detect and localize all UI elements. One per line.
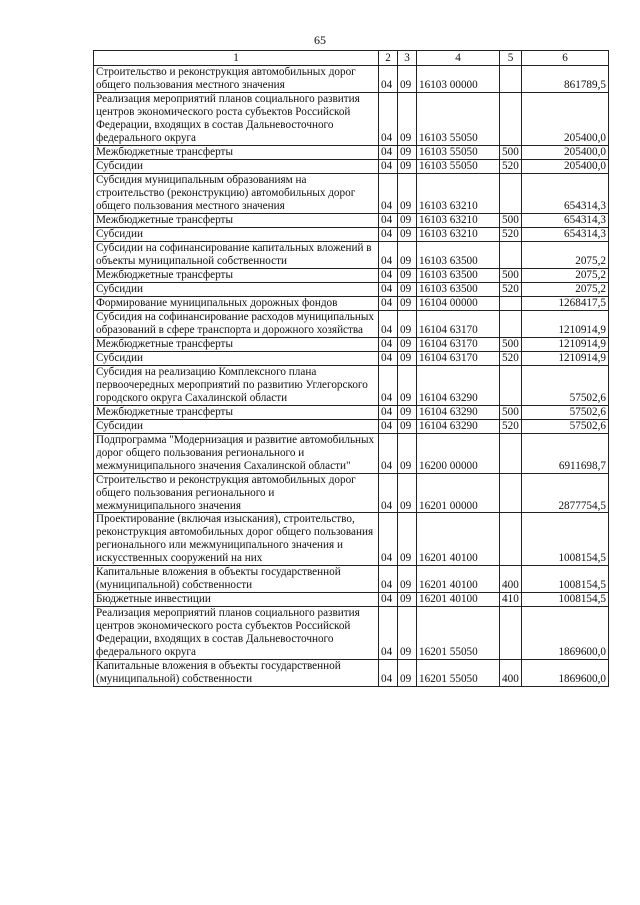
row-name-cell: Межбюджетные трансферты [94,213,379,227]
row-subsection-cell: 09 [398,145,417,159]
row-name-cell: Субсидия на реализацию Комплексного плана первоочередных мероприятий по развитию Углегорского городского округа Сахалинской области [94,365,379,405]
table-row [94,173,609,213]
row-amount-cell: 57502,6 [522,365,609,405]
row-expense-type-cell [500,241,522,268]
table-row [94,433,609,473]
row-subsection-cell: 09 [398,566,417,593]
header-col-2: 2 [379,51,398,66]
row-target-article-cell: 16103 63500 [417,241,500,268]
table-row [94,92,609,145]
row-section-cell: 04 [379,419,398,433]
row-expense-type-cell [500,310,522,337]
row-subsection-cell: 09 [398,593,417,607]
row-name-cell: Межбюджетные трансферты [94,405,379,419]
row-name-cell: Субсидия муниципальным образованиям на строительство (реконструкцию) автомобильных дорог общего пользования местного значения [94,173,379,213]
header-col-1: 1 [94,51,379,66]
row-target-article-cell: 16201 40100 [417,513,500,566]
table-row [94,66,609,93]
header-col-6: 6 [522,51,609,66]
row-expense-type-cell: 500 [500,268,522,282]
table-row [94,351,609,365]
row-target-article-cell: 16104 00000 [417,296,500,310]
row-amount-cell: 654314,3 [522,227,609,241]
row-amount-cell: 205400,0 [522,159,609,173]
row-target-article-cell: 16104 63170 [417,337,500,351]
table-row [94,405,609,419]
row-subsection-cell: 09 [398,241,417,268]
row-subsection-cell: 09 [398,660,417,687]
row-amount-cell: 57502,6 [522,419,609,433]
row-expense-type-cell: 500 [500,405,522,419]
row-name-cell: Субсидии на софинансирование капитальных вложений в объекты муниципальной собственности [94,241,379,268]
row-target-article-cell: 16103 55050 [417,92,500,145]
row-name-cell: Формирование муниципальных дорожных фондов [94,296,379,310]
row-target-article-cell: 16200 00000 [417,433,500,473]
row-expense-type-cell: 500 [500,337,522,351]
row-target-article-cell: 16104 63170 [417,310,500,337]
row-expense-type-cell: 520 [500,419,522,433]
row-section-cell: 04 [379,66,398,93]
row-subsection-cell: 09 [398,66,417,93]
row-expense-type-cell [500,173,522,213]
row-name-cell: Субсидии [94,351,379,365]
row-subsection-cell: 09 [398,419,417,433]
row-amount-cell: 6911698,7 [522,433,609,473]
row-target-article-cell: 16103 63500 [417,268,500,282]
row-target-article-cell: 16103 63210 [417,227,500,241]
row-target-article-cell: 16201 00000 [417,473,500,513]
row-expense-type-cell [500,433,522,473]
row-section-cell: 04 [379,268,398,282]
row-target-article-cell: 16201 40100 [417,566,500,593]
row-name-cell: Строительство и реконструкция автомобильных дорог общего пользования регионального и межмуниципального значения [94,473,379,513]
table-row [94,241,609,268]
header-col-5: 5 [500,51,522,66]
table-row [94,227,609,241]
row-expense-type-cell: 400 [500,566,522,593]
row-amount-cell: 2075,2 [522,268,609,282]
row-expense-type-cell: 500 [500,145,522,159]
row-section-cell: 04 [379,337,398,351]
row-section-cell: 04 [379,593,398,607]
row-expense-type-cell: 520 [500,351,522,365]
row-section-cell: 04 [379,213,398,227]
row-section-cell: 04 [379,365,398,405]
header-row [94,51,609,66]
row-name-cell: Капитальные вложения в объекты государственной (муниципальной) собственности [94,660,379,687]
table-row [94,660,609,687]
row-name-cell: Субсидии [94,282,379,296]
table-row [94,473,609,513]
row-amount-cell: 1869600,0 [522,607,609,660]
table-row [94,513,609,566]
row-section-cell: 04 [379,145,398,159]
row-name-cell: Реализация мероприятий планов социального развития центров экономического роста субъектов Российской Федерации, входящих в состав Дальневосточного федерального округа [94,607,379,660]
row-target-article-cell: 16104 63170 [417,351,500,365]
row-section-cell: 04 [379,282,398,296]
row-subsection-cell: 09 [398,213,417,227]
row-amount-cell: 1008154,5 [522,566,609,593]
header-col-3: 3 [398,51,417,66]
row-amount-cell: 2877754,5 [522,473,609,513]
row-section-cell: 04 [379,566,398,593]
row-subsection-cell: 09 [398,282,417,296]
row-expense-type-cell [500,296,522,310]
row-expense-type-cell [500,66,522,93]
row-amount-cell: 1869600,0 [522,660,609,687]
row-expense-type-cell: 500 [500,213,522,227]
row-expense-type-cell [500,92,522,145]
row-name-cell: Реализация мероприятий планов социального развития центров экономического роста субъектов Российской Федерации, входящих в состав Дальневосточного федерального округа [94,92,379,145]
row-name-cell: Подпрограмма "Модернизация и развитие автомобильных дорог общего пользования регионального и межмуниципального значения Сахалинской области" [94,433,379,473]
row-section-cell: 04 [379,607,398,660]
row-subsection-cell: 09 [398,365,417,405]
row-section-cell: 04 [379,173,398,213]
row-subsection-cell: 09 [398,473,417,513]
row-expense-type-cell [500,473,522,513]
row-section-cell: 04 [379,159,398,173]
row-section-cell: 04 [379,296,398,310]
table-row [94,593,609,607]
row-target-article-cell: 16201 40100 [417,593,500,607]
row-target-article-cell: 16104 63290 [417,365,500,405]
row-expense-type-cell: 400 [500,660,522,687]
row-subsection-cell: 09 [398,296,417,310]
row-amount-cell: 1210914,9 [522,310,609,337]
row-name-cell: Межбюджетные трансферты [94,337,379,351]
row-subsection-cell: 09 [398,92,417,145]
budget-table [93,50,609,687]
table-row [94,607,609,660]
row-amount-cell: 57502,6 [522,405,609,419]
row-section-cell: 04 [379,433,398,473]
row-section-cell: 04 [379,227,398,241]
row-subsection-cell: 09 [398,268,417,282]
row-amount-cell: 654314,3 [522,173,609,213]
row-amount-cell: 654314,3 [522,213,609,227]
table-row [94,268,609,282]
row-target-article-cell: 16201 55050 [417,607,500,660]
table-row [94,145,609,159]
row-name-cell: Бюджетные инвестиции [94,593,379,607]
row-amount-cell: 1008154,5 [522,593,609,607]
row-target-article-cell: 16103 63500 [417,282,500,296]
row-name-cell: Капитальные вложения в объекты государственной (муниципальной) собственности [94,566,379,593]
table-row [94,310,609,337]
row-subsection-cell: 09 [398,607,417,660]
table-row [94,365,609,405]
header-col-4: 4 [417,51,500,66]
row-name-cell: Субсидии [94,159,379,173]
row-target-article-cell: 16201 55050 [417,660,500,687]
row-expense-type-cell: 410 [500,593,522,607]
row-name-cell: Межбюджетные трансферты [94,145,379,159]
row-subsection-cell: 09 [398,513,417,566]
row-section-cell: 04 [379,473,398,513]
row-section-cell: 04 [379,405,398,419]
table-row [94,282,609,296]
row-name-cell: Проектирование (включая изыскания), строительство, реконструкция автомобильных дорог общего пользования регионального или межмуниципального значения и искусственных сооружений на них [94,513,379,566]
table-row [94,566,609,593]
row-expense-type-cell [500,365,522,405]
row-subsection-cell: 09 [398,159,417,173]
table-row [94,296,609,310]
row-target-article-cell: 16103 55050 [417,159,500,173]
row-section-cell: 04 [379,660,398,687]
row-amount-cell: 1008154,5 [522,513,609,566]
table-row [94,419,609,433]
row-target-article-cell: 16103 55050 [417,145,500,159]
page-number: 65 [314,33,326,47]
row-name-cell: Субсидии [94,419,379,433]
row-section-cell: 04 [379,351,398,365]
row-amount-cell: 205400,0 [522,145,609,159]
row-name-cell: Субсидия на софинансирование расходов муниципальных образований в сфере транспорта и дорожного хозяйства [94,310,379,337]
row-expense-type-cell: 520 [500,282,522,296]
row-subsection-cell: 09 [398,310,417,337]
row-section-cell: 04 [379,92,398,145]
row-target-article-cell: 16104 63290 [417,419,500,433]
row-expense-type-cell [500,513,522,566]
row-amount-cell: 1210914,9 [522,337,609,351]
row-section-cell: 04 [379,241,398,268]
row-amount-cell: 205400,0 [522,92,609,145]
row-target-article-cell: 16103 63210 [417,173,500,213]
row-name-cell: Межбюджетные трансферты [94,268,379,282]
row-subsection-cell: 09 [398,433,417,473]
row-name-cell: Строительство и реконструкция автомобильных дорог общего пользования местного значения [94,66,379,93]
row-expense-type-cell [500,607,522,660]
row-amount-cell: 2075,2 [522,282,609,296]
row-subsection-cell: 09 [398,173,417,213]
row-target-article-cell: 16103 63210 [417,213,500,227]
row-amount-cell: 2075,2 [522,241,609,268]
table-row [94,159,609,173]
row-subsection-cell: 09 [398,405,417,419]
row-subsection-cell: 09 [398,337,417,351]
row-amount-cell: 1268417,5 [522,296,609,310]
row-subsection-cell: 09 [398,351,417,365]
row-amount-cell: 1210914,9 [522,351,609,365]
table-row [94,337,609,351]
row-amount-cell: 861789,5 [522,66,609,93]
row-subsection-cell: 09 [398,227,417,241]
row-section-cell: 04 [379,513,398,566]
row-expense-type-cell: 520 [500,159,522,173]
table-row [94,213,609,227]
row-section-cell: 04 [379,310,398,337]
row-target-article-cell: 16104 63290 [417,405,500,419]
row-target-article-cell: 16103 00000 [417,66,500,93]
table-body [94,66,609,687]
row-expense-type-cell: 520 [500,227,522,241]
row-name-cell: Субсидии [94,227,379,241]
